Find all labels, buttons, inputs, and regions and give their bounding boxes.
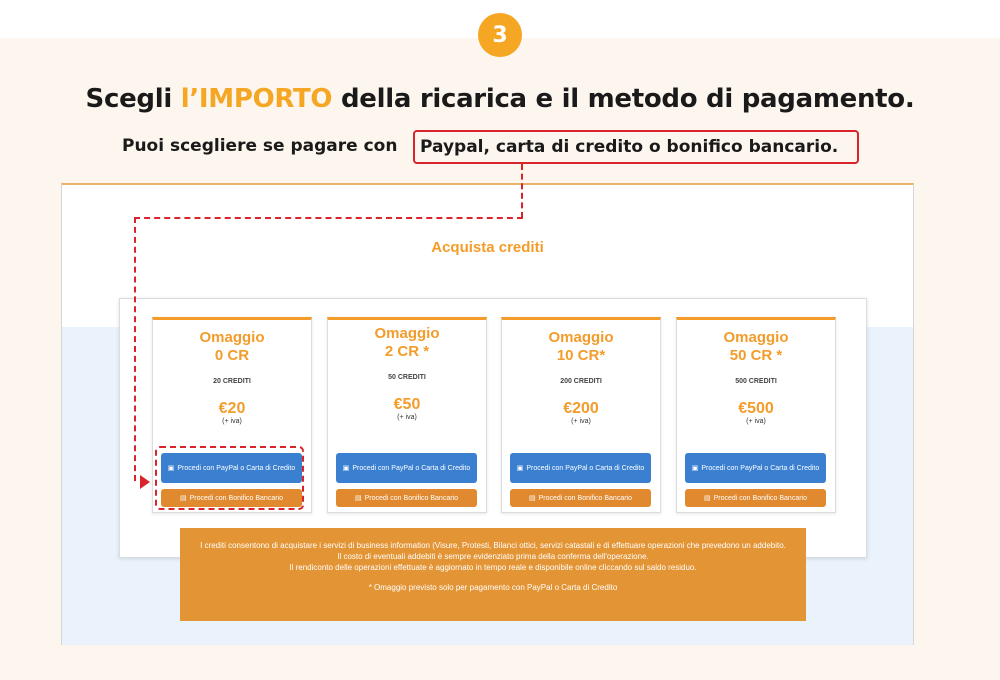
info-note: * Omaggio previsto solo per pagamento con PayPal o Carta di Credito bbox=[368, 583, 618, 592]
bank-transfer-button-label: Procedi con Bonifico Bancario bbox=[713, 494, 807, 502]
credit-card-icon: ▣ bbox=[167, 464, 175, 472]
paypal-button[interactable] bbox=[336, 453, 477, 483]
paypal-button[interactable] bbox=[510, 453, 651, 483]
card-name-line1: Omaggio bbox=[548, 329, 614, 346]
subline-lead: Puoi scegliere se pagare con bbox=[122, 136, 398, 156]
bank-transfer-button[interactable] bbox=[510, 489, 651, 507]
headline bbox=[0, 84, 1000, 114]
paypal-button-label: Procedi con PayPal o Carta di Credito bbox=[352, 464, 471, 472]
card-vat: (+ iva) bbox=[222, 418, 242, 425]
bank-icon: ▤ bbox=[703, 494, 711, 502]
info-line: I crediti consentono di acquistare i servizi di business information (Visure, Protesti, Bilanci ottici, servizi catastali e di effettuare operazioni che prevedono un addebito. bbox=[200, 541, 786, 550]
cards-container bbox=[119, 298, 867, 558]
bank-icon: ▤ bbox=[179, 494, 187, 502]
subline bbox=[0, 130, 1000, 164]
bank-transfer-button-label: Procedi con Bonifico Bancario bbox=[538, 494, 632, 502]
credit-card-option bbox=[501, 317, 661, 513]
card-price: €500 bbox=[738, 400, 774, 417]
card-name-line1: Omaggio bbox=[374, 325, 440, 342]
bank-transfer-button[interactable] bbox=[685, 489, 826, 507]
annotation-connector bbox=[134, 217, 136, 481]
info-line: Il rendiconto delle operazioni effettuate è aggiornato in tempo reale e disponibile online cliccando sul saldo residuo. bbox=[289, 563, 697, 572]
paypal-button[interactable] bbox=[685, 453, 826, 483]
bank-transfer-button[interactable] bbox=[336, 489, 477, 507]
purchase-panel bbox=[61, 183, 914, 645]
credit-card-option bbox=[676, 317, 836, 513]
card-name-line1: Omaggio bbox=[199, 329, 265, 346]
headline-accent: l’IMPORTO bbox=[180, 84, 333, 114]
card-name-line2: 50 CR * bbox=[729, 347, 783, 364]
card-vat: (+ iva) bbox=[397, 414, 417, 421]
bank-icon: ▤ bbox=[528, 494, 536, 502]
card-credits: 500 CREDITI bbox=[735, 378, 777, 385]
paypal-button-label: Procedi con PayPal o Carta di Credito bbox=[177, 464, 296, 472]
credit-card-icon: ▣ bbox=[691, 464, 699, 472]
paypal-button-label: Procedi con PayPal o Carta di Credito bbox=[526, 464, 645, 472]
credit-card-option bbox=[327, 317, 487, 513]
payment-buttons-highlight bbox=[155, 446, 304, 510]
paypal-button-label: Procedi con PayPal o Carta di Credito bbox=[701, 464, 820, 472]
card-name-line2: 0 CR bbox=[214, 347, 250, 364]
annotation-connector bbox=[521, 164, 523, 218]
bank-icon: ▤ bbox=[354, 494, 362, 502]
credit-card-icon: ▣ bbox=[516, 464, 524, 472]
card-credits: 200 CREDITI bbox=[560, 378, 602, 385]
info-box bbox=[180, 528, 806, 621]
card-name-line1: Omaggio bbox=[723, 329, 789, 346]
bank-transfer-button-label: Procedi con Bonifico Bancario bbox=[189, 494, 283, 502]
headline-after: della ricarica e il metodo di pagamento. bbox=[332, 84, 915, 114]
card-name-line2: 10 CR* bbox=[556, 347, 606, 364]
card-vat: (+ iva) bbox=[746, 418, 766, 425]
card-credits: 20 CREDITI bbox=[213, 378, 251, 385]
headline-before: Scegli bbox=[85, 84, 181, 114]
annotation-arrow-icon bbox=[140, 475, 150, 489]
panel-title: Acquista crediti bbox=[431, 239, 544, 256]
credit-card-icon: ▣ bbox=[342, 464, 350, 472]
info-line: Il costo di eventuali addebiti è sempre evidenziato prima della conferma dell'operazione. bbox=[337, 552, 649, 561]
bank-transfer-button-label: Procedi con Bonifico Bancario bbox=[364, 494, 458, 502]
subline-highlighted-methods: Paypal, carta di credito o bonifico bancario. bbox=[413, 130, 859, 164]
annotation-connector bbox=[134, 217, 523, 219]
card-price: €50 bbox=[393, 396, 421, 413]
card-price: €20 bbox=[218, 400, 246, 417]
card-credits: 50 CREDITI bbox=[388, 374, 426, 381]
card-vat: (+ iva) bbox=[571, 418, 591, 425]
step-badge: 3 bbox=[478, 13, 522, 57]
card-price: €200 bbox=[563, 400, 599, 417]
card-name-line2: 2 CR * bbox=[384, 343, 430, 360]
